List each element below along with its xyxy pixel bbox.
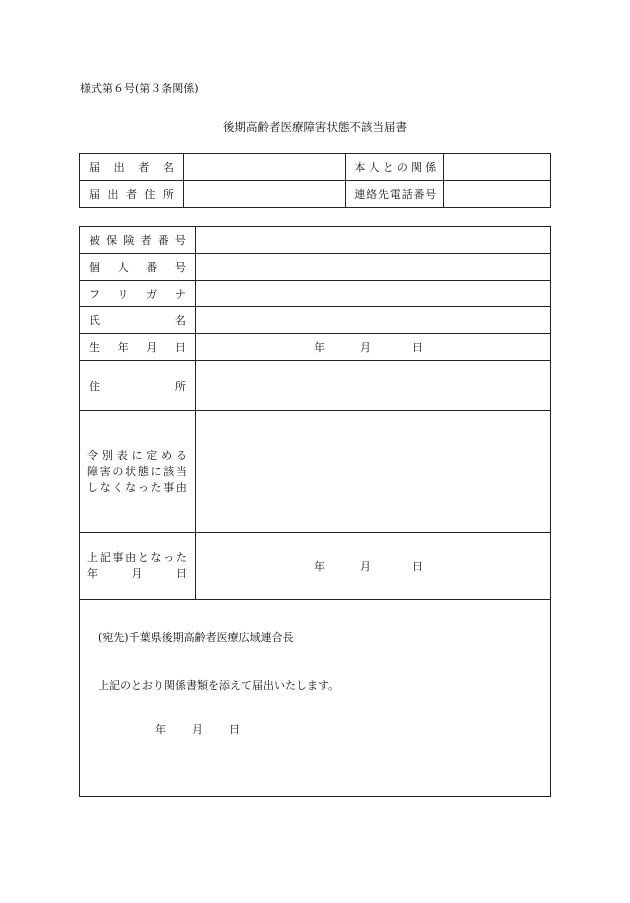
applicant-name-field[interactable] [183,154,345,181]
applicant-name-label: 届出者名 [89,161,174,174]
reason-label-cell [80,411,196,533]
furigana-label: フリガナ [89,287,186,301]
phone-label-cell [346,181,444,208]
address-field[interactable] [195,361,550,411]
reason-label-line: しなくなった事由 [87,480,187,494]
reason-label-line: 障害の状態に該当 [87,464,187,478]
relation-label-cell [346,154,444,181]
phone-label: 連絡先電話番号 [354,188,437,201]
furigana-label-cell [80,281,196,307]
declaration-addressee: (宛先)千葉県後期高齢者医療広域連合長 [98,631,294,644]
event-date-label-cell [80,533,196,600]
relation-label: 本人との関係 [354,161,437,174]
event-date-label-line: 年月日 [87,567,187,580]
address-label: 住所 [89,379,186,393]
declaration-date[interactable] [155,721,249,737]
event-month-unit: 月 [359,560,371,573]
declaration-cell [80,600,551,797]
birthdate-day-unit: 日 [411,341,423,354]
applicant-address-label-cell [80,181,184,208]
event-day-unit: 日 [411,560,423,573]
relation-field[interactable] [444,154,551,181]
birthdate-month-unit: 月 [359,341,371,354]
birthdate-label: 生年月日 [89,341,186,354]
name-label-cell [80,307,196,334]
insured-number-field[interactable] [195,227,550,254]
reason-label [80,448,195,496]
applicant-address-label: 届出者住所 [89,188,174,201]
event-date-field[interactable] [195,533,550,600]
applicant-name-label-cell [80,154,184,181]
personal-number-label-cell [80,254,196,281]
insured-table [79,226,551,797]
address-label-cell [80,361,196,411]
declaration-month-unit: 月 [192,723,203,736]
declaration-year-unit: 年 [155,723,166,736]
applicant-address-field[interactable] [183,181,345,208]
birthdate-field[interactable] [195,334,550,361]
declaration-day-unit: 日 [229,723,240,736]
event-date-line [196,558,550,574]
reason-label-line: 令別表に定める [87,448,187,462]
personal-number-field[interactable] [195,254,550,281]
insured-number-label-cell [80,227,196,254]
event-year-unit: 年 [313,560,325,573]
insured-number-label: 被保険者番号 [89,234,186,247]
phone-field[interactable] [444,181,551,208]
reason-field[interactable] [195,411,550,533]
name-field[interactable] [195,307,550,334]
form-title: 後期高齢者医療障害状態不該当届書 [223,120,407,134]
form-number: 様式第６号(第３条関係) [80,82,199,95]
applicant-table [79,153,551,208]
personal-number-label: 個人番号 [89,261,186,274]
furigana-field[interactable] [195,281,550,307]
declaration-statement: 上記のとおり関係書類を添えて届出いたします。 [98,679,340,692]
birthdate-year-unit: 年 [313,341,325,354]
birthdate-label-cell [80,334,196,361]
event-date-label-line: 上記事由となった [87,551,187,564]
birthdate-date-line [196,339,550,355]
declaration-box [80,600,550,796]
name-label: 氏名 [89,314,186,327]
event-date-label [80,550,195,582]
